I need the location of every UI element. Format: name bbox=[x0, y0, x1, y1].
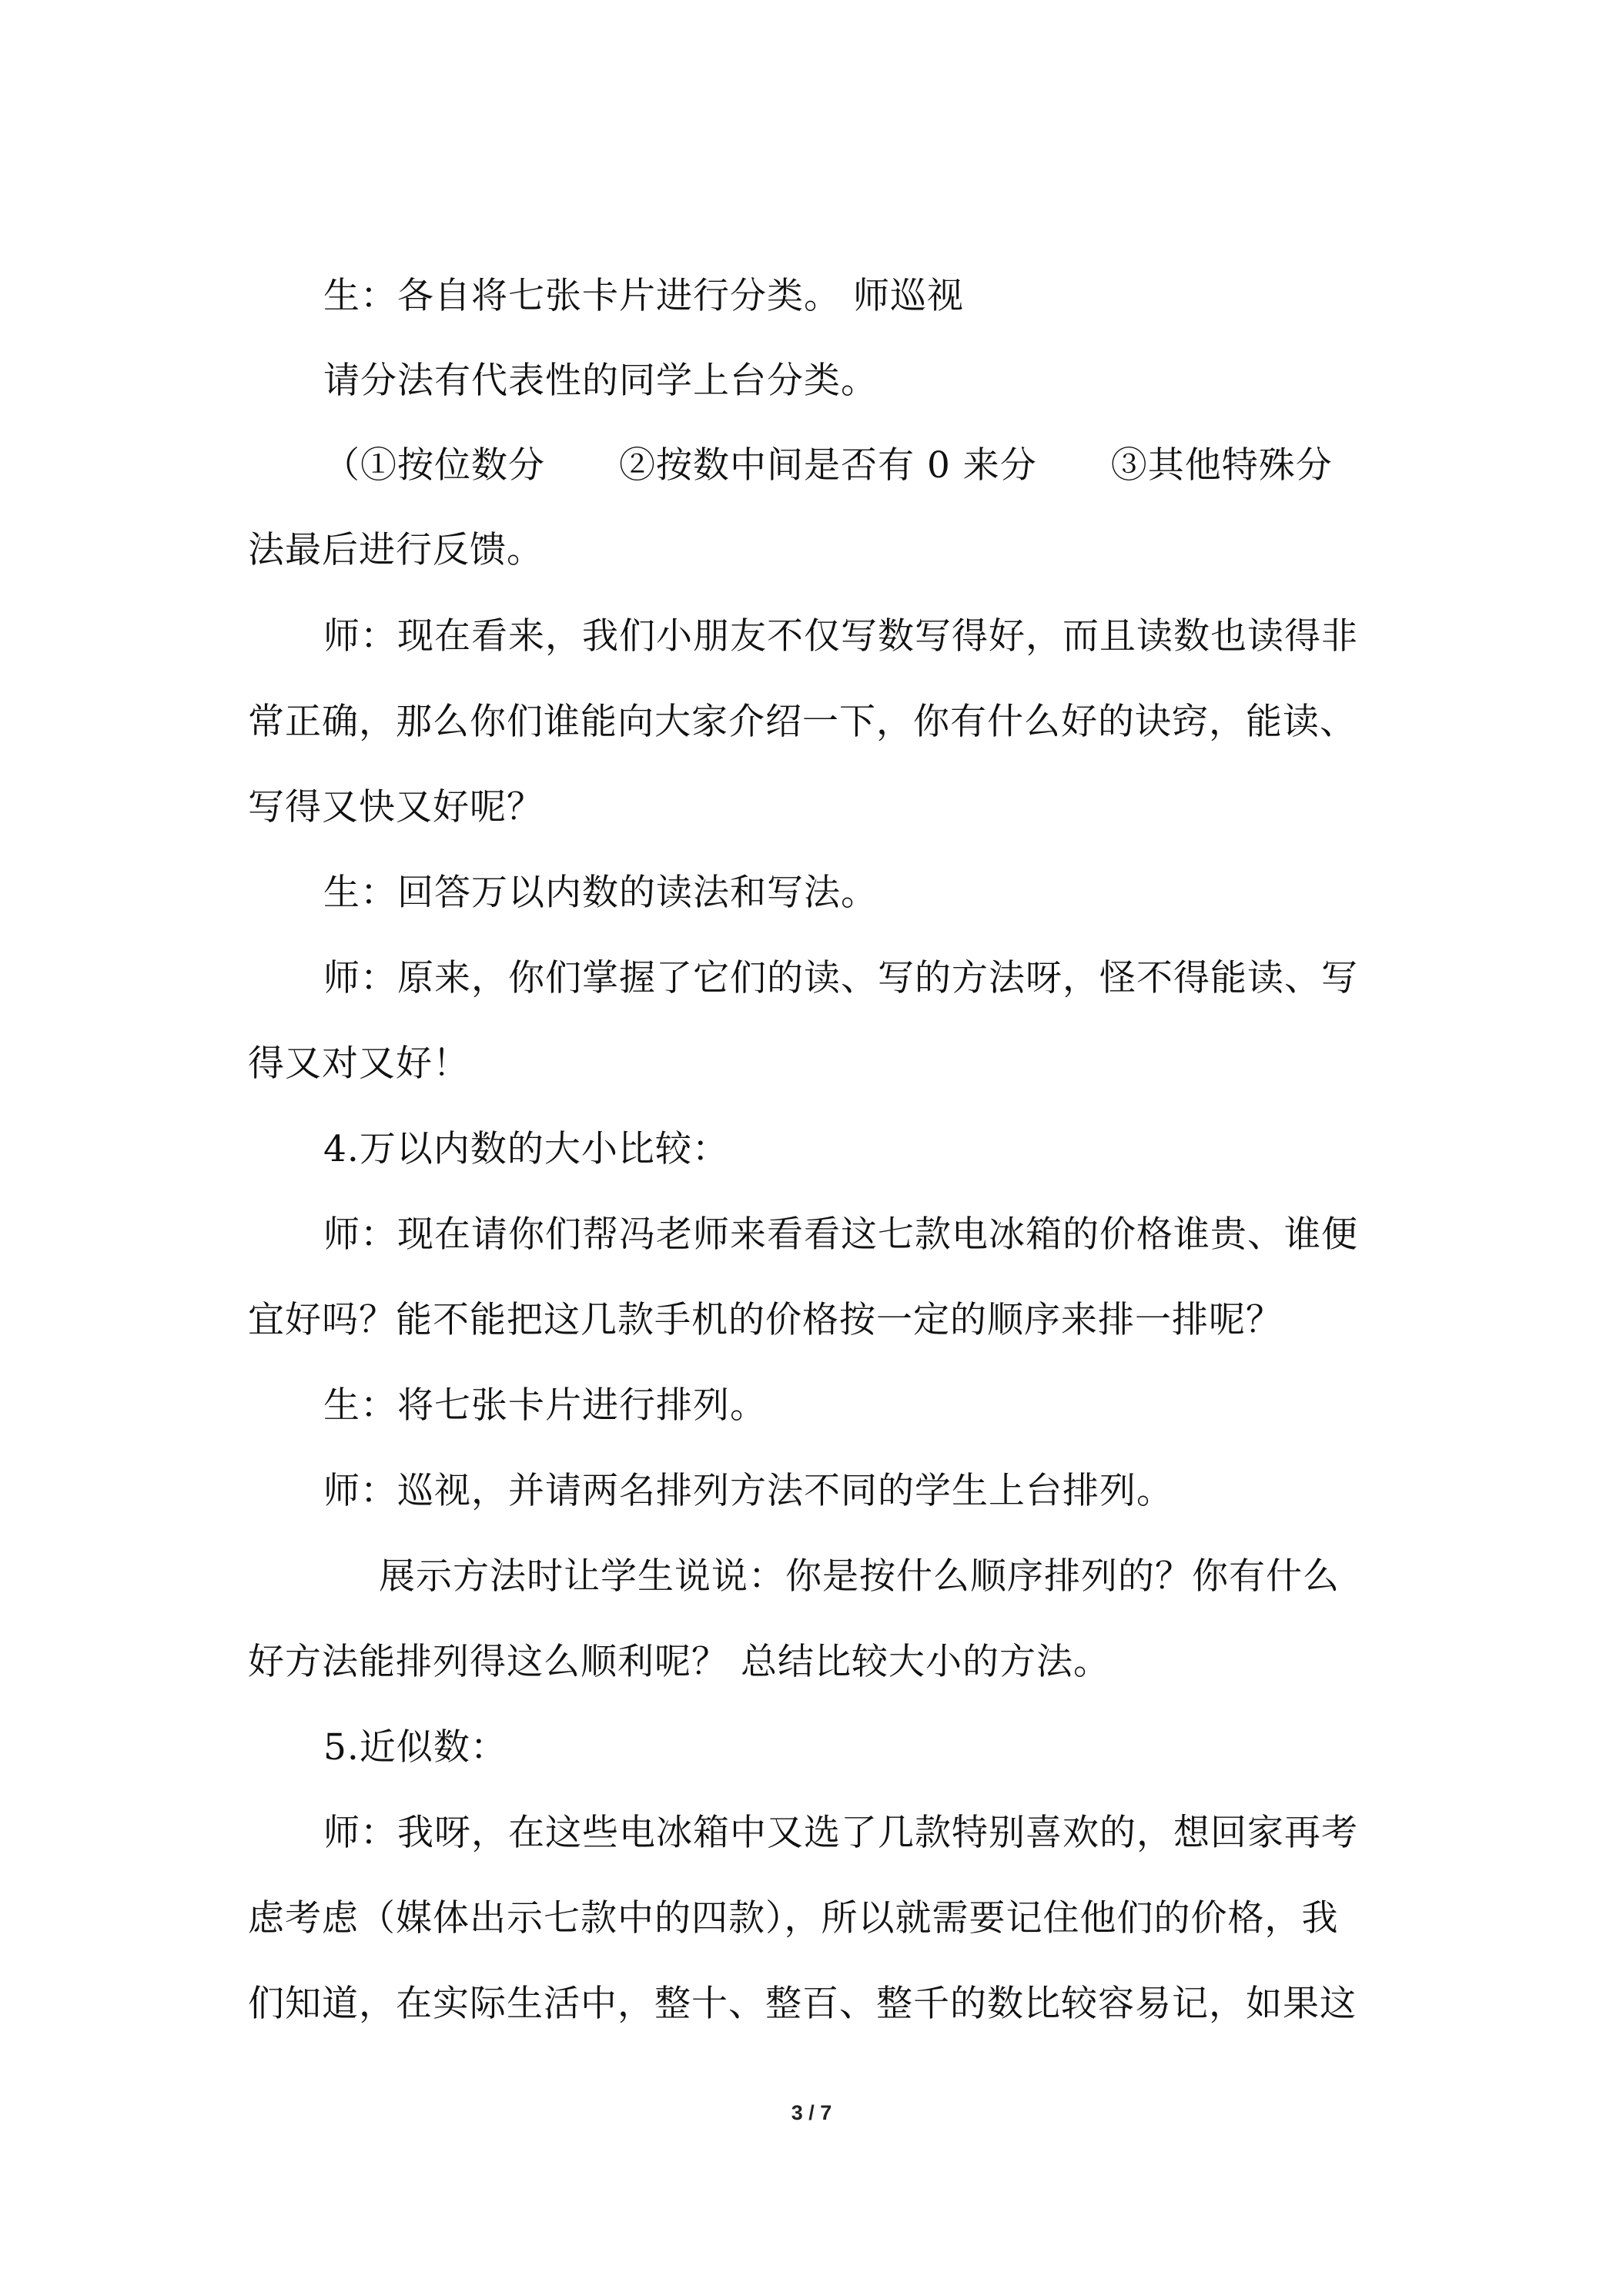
text-line: 师：巡视，并请两名排列方法不同的学生上台排列。 bbox=[323, 1470, 1173, 1512]
text-line: 好方法能排列得这么顺利呢？ 总结比较大小的方法。 bbox=[248, 1641, 1110, 1683]
text-line: 展示方法时让学生说说：你是按什么顺序排列的？你有什么 bbox=[379, 1555, 1340, 1598]
text-line: 请分法有代表性的同学上台分类。 bbox=[323, 360, 878, 402]
text-line: 生：各自将七张卡片进行分类。 师巡视 bbox=[323, 275, 964, 317]
text-line: 写得又快又好呢？ bbox=[248, 786, 544, 828]
text-line: 师：原来，你们掌握了它们的读、写的方法呀，怪不得能读、写 bbox=[323, 957, 1358, 999]
text-line: 虑考虑（媒体出示七款中的四款），所以就需要记住他们的价格，我 bbox=[248, 1897, 1339, 1940]
text-line: 师：我呀，在这些电冰箱中又选了几款特别喜欢的，想回家再考 bbox=[323, 1812, 1358, 1854]
text-line: 宜好吗？能不能把这几款手机的价格按一定的顺序来排一排呢？ bbox=[248, 1299, 1283, 1341]
section-heading: 4.万以内数的大小比较： bbox=[323, 1128, 729, 1170]
text-line: 师：现在请你们帮冯老师来看看这七款电冰箱的价格谁贵、谁便 bbox=[323, 1213, 1358, 1256]
page-number: 3 / 7 bbox=[791, 2101, 832, 2124]
section-heading: 5.近似数： bbox=[323, 1726, 507, 1769]
text-line: （①按位数分 ②按数中间是否有 0 来分 ③其他特殊分 bbox=[323, 444, 1333, 487]
text-line: 常正确，那么你们谁能向大家介绍一下，你有什么好的诀窍，能读、 bbox=[248, 701, 1357, 743]
text-line: 师：现在看来，我们小朋友不仅写数写得好，而且读数也读得非 bbox=[323, 615, 1358, 658]
text-line: 法最后进行反馈。 bbox=[248, 529, 544, 571]
text-line: 生：回答万以内数的读法和写法。 bbox=[323, 872, 878, 914]
text-line: 们知道，在实际生活中，整十、整百、整千的数比较容易记，如果这 bbox=[248, 1983, 1357, 2025]
text-line: 得又对又好！ bbox=[248, 1043, 470, 1085]
text-line: 生：将七张卡片进行排列。 bbox=[323, 1384, 767, 1427]
